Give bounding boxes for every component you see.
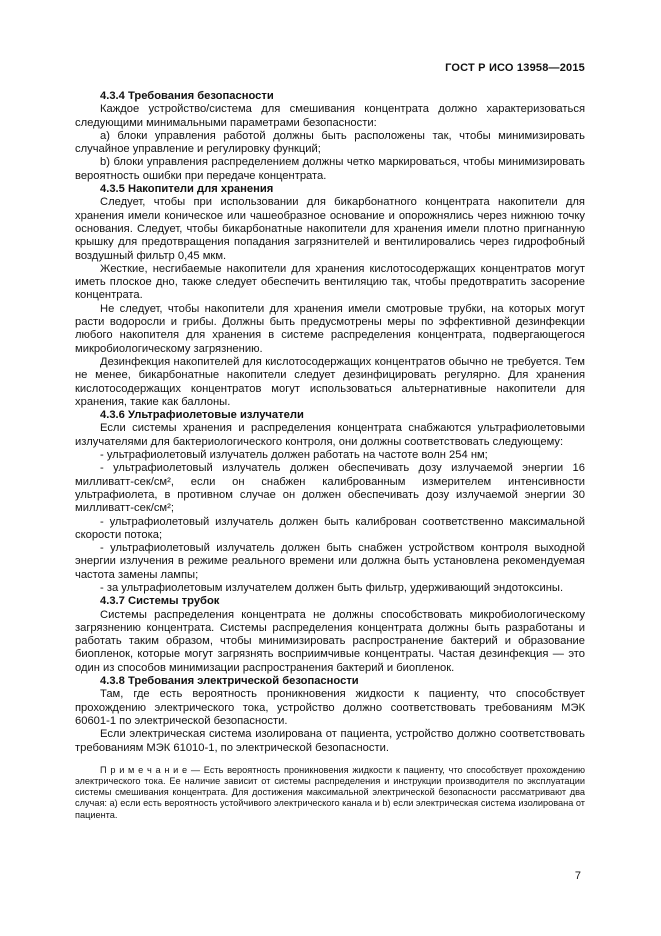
paragraph: Дезинфекция накопителей для кислотосодержащих концентратов обычно не требуется. Тем не менее, бикарбонатные накопители следует дезинфицировать регулярно. Для хранения кислотосодержащих концентратов могут использоваться альтернативные накопители для хранения, такие как баллоны. (75, 355, 585, 408)
document-header: ГОСТ Р ИСО 13958—2015 (445, 62, 585, 74)
paragraph: Жесткие, несгибаемые накопители для хранения кислотосодержащих концентратов могут иметь плоское дно, также следует обеспечить вентиляцию так, чтобы предотвратить засорение концентрата. (75, 262, 585, 302)
paragraph: Каждое устройство/система для смешивания концентрата должно характеризоваться следующими минимальными параметрами безопасности: (75, 103, 585, 129)
paragraph: Системы распределения концентрата не должны способствовать микробиологическому загрязнению концентрата. Системы распределения концентрата должны быть разработаны и работать таким образом, чтобы минимизировать распространение бактерий и образование биопленок, которые могут загрязнять восприимчивые концентраты. Частая дезинфекция — это один из способов минимизации распространения бактерий и биопленок. (75, 608, 585, 674)
paragraph: b) блоки управления распределением должны четко маркироваться, чтобы минимизировать вероятность ошибки при передаче концентрата. (75, 156, 585, 182)
paragraph: Если электрическая система изолирована от пациента, устройство должно соответствовать требованиям МЭК 61010-1, по электрической безопасности. (75, 728, 585, 754)
paragraph: - ультрафиолетовый излучатель должен быть снабжен устройством контроля выходной энергии излучения в режиме реального времени или должна быть установлена рекомендуемая частота замены лампы; (75, 542, 585, 581)
page-number: 7 (574, 870, 581, 882)
paragraph: - ультрафиолетовый излучатель должен работать на частоте волн 254 нм; (100, 449, 488, 462)
paragraph: Не следует, чтобы накопители для хранения имели смотровые трубки, на которых могут расти водоросли и грибы. Должны быть предусмотрены меры по эффективной дезинфекции любого накопителя для хранения в системе распределения концентрата, подвергающегося микробиологическому загрязнению. (75, 302, 585, 355)
section-heading: 4.3.7 Системы трубок (100, 595, 220, 608)
paragraph: a) блоки управления работой должны быть расположены так, чтобы минимизировать случайное управление и регулировку функций; (75, 129, 585, 156)
section-heading: 4.3.8 Требования электрической безопасности (100, 675, 359, 688)
document-content (75, 90, 585, 821)
paragraph: Следует, чтобы при использовании для бикарбонатного концентрата накопители для хранения имели коническое или чашеобразное основание и опорожнялись через нижнюю точку основания. Следует, чтобы бикарбонатные накопители для хранения имели плотно пригнанную крышку для предотвращения попадания загрязнителей и вентилировались через гидрофобный воздушный фильтр 0,45 мкм. (75, 196, 585, 262)
note-paragraph: П р и м е ч а н и е — Есть вероятность проникновения жидкости к пациенту, что способствует прохождению электрического тока. Ее наличие зависит от системы распределения и инструкции производителя по эксплуатации системы смешивания концентрата. Для достижения максимальной электрической безопасности рассматривают два случая: a) если есть вероятность устойчивого электрического канала и b) если электрическая система изолирована от пациента. (75, 764, 585, 820)
paragraph: Там, где есть вероятность проникновения жидкости к пациенту, что способствует прохождению электрического тока, устройство должно соответствовать требованиям МЭК 60601-1 по электрической безопасности. (75, 688, 585, 727)
paragraph: - ультрафиолетовый излучатель должен обеспечивать дозу излучаемой энергии 16 милливатт-сек/см², если он снабжен калиброванным измерителем интенсивности ультрафиолета, в противном случае он должен обеспечивать дозу излучаемой энергии 30 милливатт-сек/см²; (75, 462, 585, 515)
paragraph: - за ультрафиолетовым излучателем должен быть фильтр, удерживающий эндотоксины. (100, 581, 564, 594)
section-heading: 4.3.6 Ультрафиолетовые излучатели (100, 409, 304, 422)
paragraph: - ультрафиолетовый излучатель должен быть калиброван соответственно максимальной скорости потока; (75, 515, 585, 541)
paragraph: Если системы хранения и распределения концентрата снабжаются ультрафиолетовыми излучателями для бактериологического контроля, они должны соответствовать следующему: (75, 422, 585, 448)
section-heading: 4.3.4 Требования безопасности (100, 90, 274, 102)
section-heading: 4.3.5 Накопители для хранения (100, 183, 274, 196)
